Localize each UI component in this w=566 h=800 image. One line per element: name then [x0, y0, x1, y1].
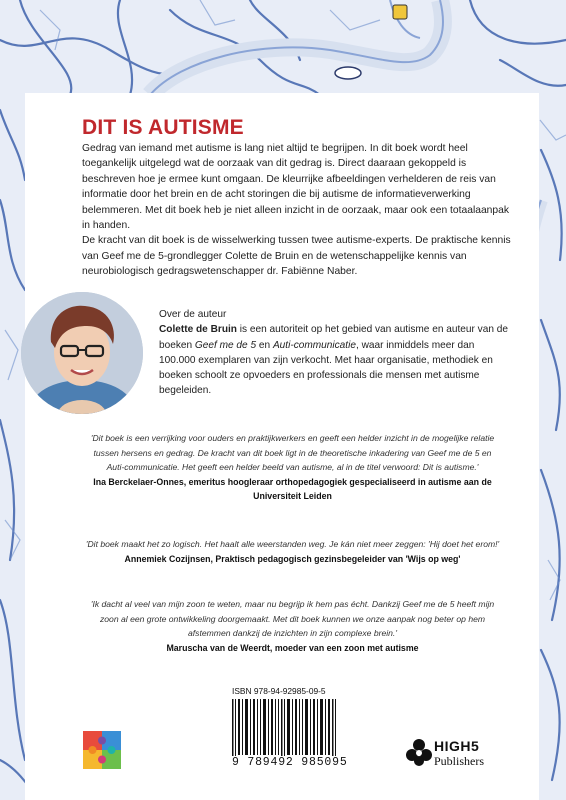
author-name: Colette de Bruin — [159, 324, 237, 336]
book-reference: Geef me de 5 — [194, 339, 257, 351]
quote-text: 'Dit boek maakt het zo logisch. Het haalt alle weerstanden weg. Je kán niet meer zeggen: 'Hij doet het erom!' — [85, 539, 500, 549]
author-bio-text: , waar inmiddels meer dan 100.000 exemplaren van zijn verkocht. Met haar organisatie, methodiek en boeken schoolt ze opvoeders en professionals die mensen met autisme begeleiden. — [159, 339, 493, 397]
quote-block — [85, 597, 500, 655]
quote-attribution: Annemiek Cozijnsen, Praktisch pedagogisch gezinsbegeleider van 'Wijs op weg' — [124, 553, 461, 564]
author-photo — [21, 292, 143, 414]
high5-logo-icon — [406, 738, 432, 766]
publisher-subname: Publishers — [434, 754, 485, 768]
about-author-heading: Over de auteur — [159, 309, 227, 320]
intro-paragraph: De kracht van dit boek is de wisselwerking tussen twee autisme-experts. De praktische kennis van Geef me de 5-grondlegger Colette de Bruin en de wetenschappelijke kennis van neurobiologisch gedragswetenschapper dr. Fabiënne Naber. — [82, 235, 511, 278]
isbn-label: ISBN 978-94-92985-09-5 — [232, 686, 326, 696]
about-author — [159, 307, 511, 399]
book-title: DIT IS AUTISME — [82, 116, 244, 139]
publisher-logo — [406, 738, 514, 772]
barcode-number: 9 789492 985095 — [232, 756, 348, 769]
author-bio-text: is een autoriteit op het gebied van autisme en auteur van de boeken — [159, 324, 508, 351]
author-bio-text: en — [256, 339, 273, 351]
puzzle-logo-icon — [83, 731, 121, 769]
quote-text: 'Dit boek is een verrijking voor ouders en praktijkwerkers en geeft een helder inzicht in de mogelijke relatie tussen hersens en gedrag. De kracht van dit boek ligt in de theoretische inkadering van Geef me de 5 en Auti-communicatie. Het geeft een helder beeld van autisme, al in de titel verwoord: Dit is autisme.' — [90, 433, 495, 473]
book-reference: Auti-communicatie — [272, 339, 356, 351]
intro-paragraph: Gedrag van iemand met autisme is lang niet altijd te begrijpen. In dit boek wordt heel toegankelijk uitgelegd wat de oorzaak van dit gedrag is. Direct daaraan gekoppeld is beschreven hoe je ermee kunt omgaan. De kleurrijke afbeeldingen verhelderen de reis van informatie door het brein en de acht storingen die bij autisme de informatieverwerking belemmeren. Met dit boek heb je niet alleen inzicht in de oorzaak, maar ook een totaalaanpak in handen. — [82, 143, 510, 232]
quote-block — [85, 431, 500, 504]
quote-attribution: Maruscha van de Weerdt, moeder van een zoon met autisme — [166, 642, 419, 653]
quote-attribution: Ina Berckelaer-Onnes, emeritus hoogleraar orthopedagogiek gespecialiseerd in autisme aan de Universiteit Leiden — [93, 476, 492, 502]
author-bio — [159, 322, 511, 398]
quote-block — [85, 537, 500, 566]
intro-text — [82, 141, 514, 280]
publisher-name: HIGH5 — [434, 738, 480, 754]
quote-text: 'Ik dacht al veel van mijn zoon te weten, maar nu begrijp ik hem pas écht. Dankzij Geef me de 5 heeft mijn zoon al een grote ontwikkeling doorgemaakt. Met dit boek kunnen we onze aanpak nog beter op hem afstemmen dankzij de inzichten in zijn complexe brein.' — [90, 599, 495, 639]
author-portrait-illustration — [21, 292, 143, 414]
